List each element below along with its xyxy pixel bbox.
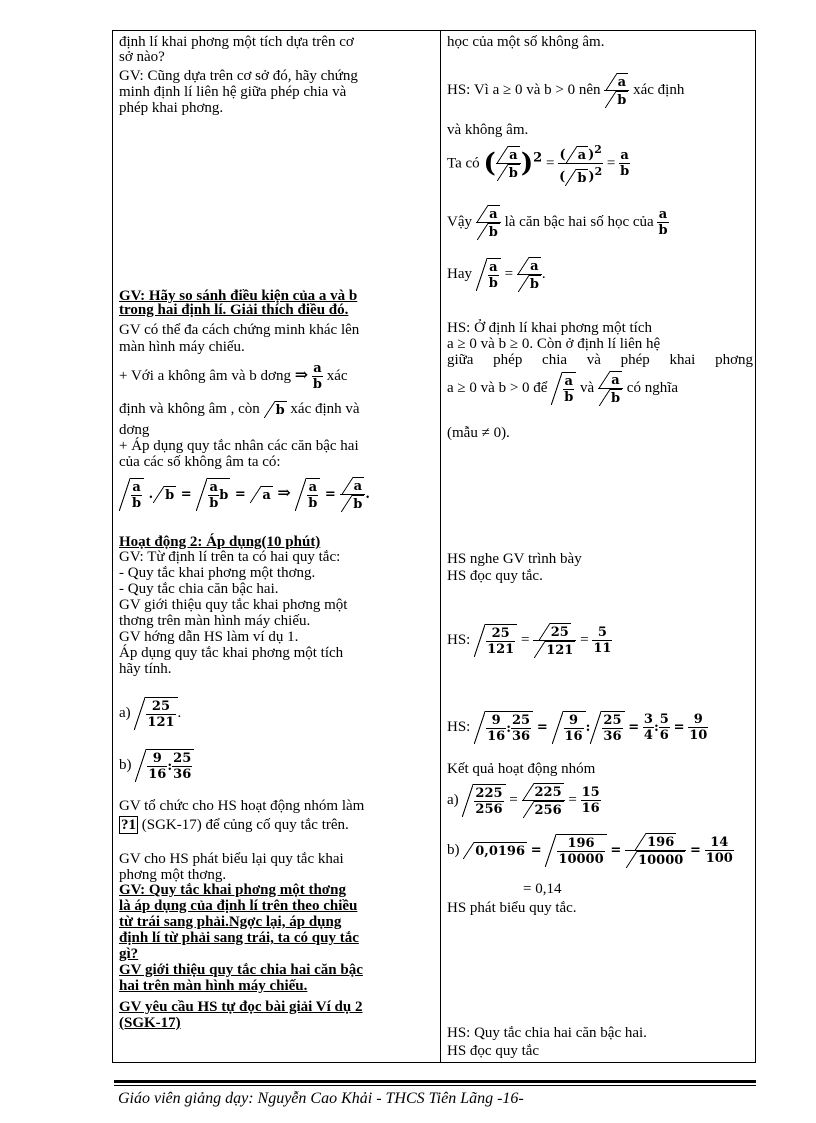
left-text: GV tổ chức cho HS hoạt động nhóm làm [119,798,365,814]
activity-heading: Hoạt động 2: Áp dụng(10 phút) [119,534,321,550]
sqrt-b: b [264,401,287,418]
left-text: dơng [119,422,150,438]
left-text: - Quy tắc khai phơng một thơng. [119,565,316,581]
right-math-line: Ta có ( $\frac{a}{b}$ )$^2$ = $\frac{( a )^2}{( b )^2}$ = $\frac{a}{b}$ [447,143,630,186]
left-text: thơng trên màn hình máy chiếu. [119,613,311,629]
left-math-line [119,401,433,418]
right-text: HS: Ở định lí khai phơng một tích [447,320,653,336]
right-math-line: a ≥ 0 và b > 0 để $\frac{a}{b}$ và $\frac{a}{b}$ có nghĩa [447,373,679,406]
fraction-a-b: $\frac{a}{b}$ [312,361,322,392]
left-text: + Áp dụng quy tắc nhân các căn bậc hai [119,438,359,454]
gv-note: gì? [119,946,139,962]
right-text: Kết quả hoạt động nhóm [447,761,596,777]
left-text: ?1 (SGK-17) để củng cố quy tắc trên. [121,817,349,833]
right-math-line: HS: $\frac{9}{16}$ : $\frac{25}{36}$ = $\frac{9}{16}$ : $\frac{25}{36}$ = $\frac{3}{4}$ : $\frac{5}{6}$ = $\frac{9}{10}$ [447,712,708,744]
left-text: phơng một thơng. [119,867,227,883]
right-text: HS phát biểu quy tắc. [447,900,577,916]
implies-symbol: ⇒ [294,364,309,384]
left-text: GV có thể đa cách chứng minh khác lên [119,322,360,338]
left-text: + Với a không âm và b dơng [119,367,291,384]
right-math-line: Vậy $\frac{a}{b}$ là căn bậc hai số học của $\frac{a}{b}$ [447,207,668,240]
left-text: GV giới thiệu quy tắc khai phơng một [119,597,348,613]
right-text: giữa phép chia và phép khai phơng [447,352,753,368]
right-math-line: HS: Vì a ≥ 0 và b > 0 nên $\frac{a}{b}$ xác định [447,75,685,108]
left-text: GV: Cũng dựa trên cơ sở đó, hãy chứng [119,68,358,84]
question-box: ?1 [121,817,136,833]
gv-note: là áp dụng của định lí trên theo chiều [119,898,358,914]
right-math-line: HS: $\frac{25}{121}$ = $\frac{25}{121}$ = $\frac{5}{11}$ [447,625,612,658]
right-math-line: b) 0,0196 = $\frac{196}{10000}$ = $\frac{196}{10000}$ = $\frac{14}{100}$ [447,835,733,868]
left-text: xác [326,367,348,384]
left-text: GV: Từ định lí trên ta có hai quy tắc: [119,549,341,565]
right-text: a ≥ 0 và b ≥ 0. Còn ở định lí liên hệ [447,336,661,352]
gv-note: (SGK-17) [119,1015,181,1031]
left-text: - Quy tắc chia căn bậc hai. [119,581,279,597]
left-text: hãy tính. [119,661,172,677]
page-footer: Giáo viên giảng dạy: Nguyễn Cao Khải - THCS Tiên Lãng -16- [118,1090,524,1107]
footer-rule [114,1085,756,1086]
left-text: xác định và [290,400,360,417]
right-text: học của một số không âm. [447,34,605,50]
gv-note: hai trên màn hình máy chiếu. [119,978,308,994]
gv-note: định lí từ phải sang trái, ta có quy tắc [119,930,359,946]
gv-question: GV: Hãy so sánh điều kiện của a và b [119,288,358,304]
left-text: minh định lí liên hệ giữa phép chia và [119,84,347,100]
right-text: HS: Quy tắc chia hai căn bậc hai. [447,1025,647,1041]
left-text: GV hớng dẫn HS làm ví dụ 1. [119,629,299,645]
left-text: định và không âm , còn [119,400,260,417]
column-divider [440,31,441,1062]
left-text: định lí khai phơng một tích dựa trên cơ [119,34,354,50]
right-text: (mẫu ≠ 0). [447,425,510,441]
right-text: HS đọc quy tắc. [447,568,543,584]
left-text: Áp dụng quy tắc khai phơng một tích [119,645,344,661]
gv-note: từ trái sang phải.Ngợc lại, áp dụng [119,914,342,930]
example-b: b) $\frac{9}{16}$ : $\frac{25}{36}$ [119,749,433,782]
right-text: HS nghe GV trình bày [447,551,582,567]
right-math-line: a) $\frac{225}{256}$ = $\frac{225}{256}$ = $\frac{15}{16}$ [447,785,600,818]
footer-rule [114,1080,756,1083]
right-text: và không âm. [447,122,529,138]
example-a: a) $\frac{25}{121}$ . [119,699,182,730]
gv-note: GV giới thiệu quy tắc chia hai căn bậc [119,962,363,978]
lesson-table [112,30,756,1063]
left-text: GV cho HS phát biểu lại quy tắc khai [119,851,344,867]
left-text: của các số không âm ta có: [119,454,281,470]
formula-proof: $\frac{a}{b}$ . b = $\frac{a}{b}$ b = a ⇒ $\frac{a}{b}$ = $\frac{a}{b}$ . [119,477,433,512]
left-text: màn hình máy chiếu. [119,339,245,355]
left-math-line [119,361,433,392]
gv-note: GV yêu cầu HS tự đọc bài giải Ví dụ 2 [119,999,363,1015]
gv-question: trong hai định lí. Giải thích điều đó. [119,302,349,318]
left-text: sở nào? [119,49,165,65]
right-text: HS đọc quy tắc [447,1043,540,1059]
gv-note: GV: Quy tắc khai phơng một thơng [119,882,346,898]
right-math-line: Hay $\frac{a}{b}$ = $\frac{a}{b}$ . [447,259,546,292]
left-text: phép khai phơng. [119,100,224,116]
right-text: = 0,14 [523,881,562,897]
